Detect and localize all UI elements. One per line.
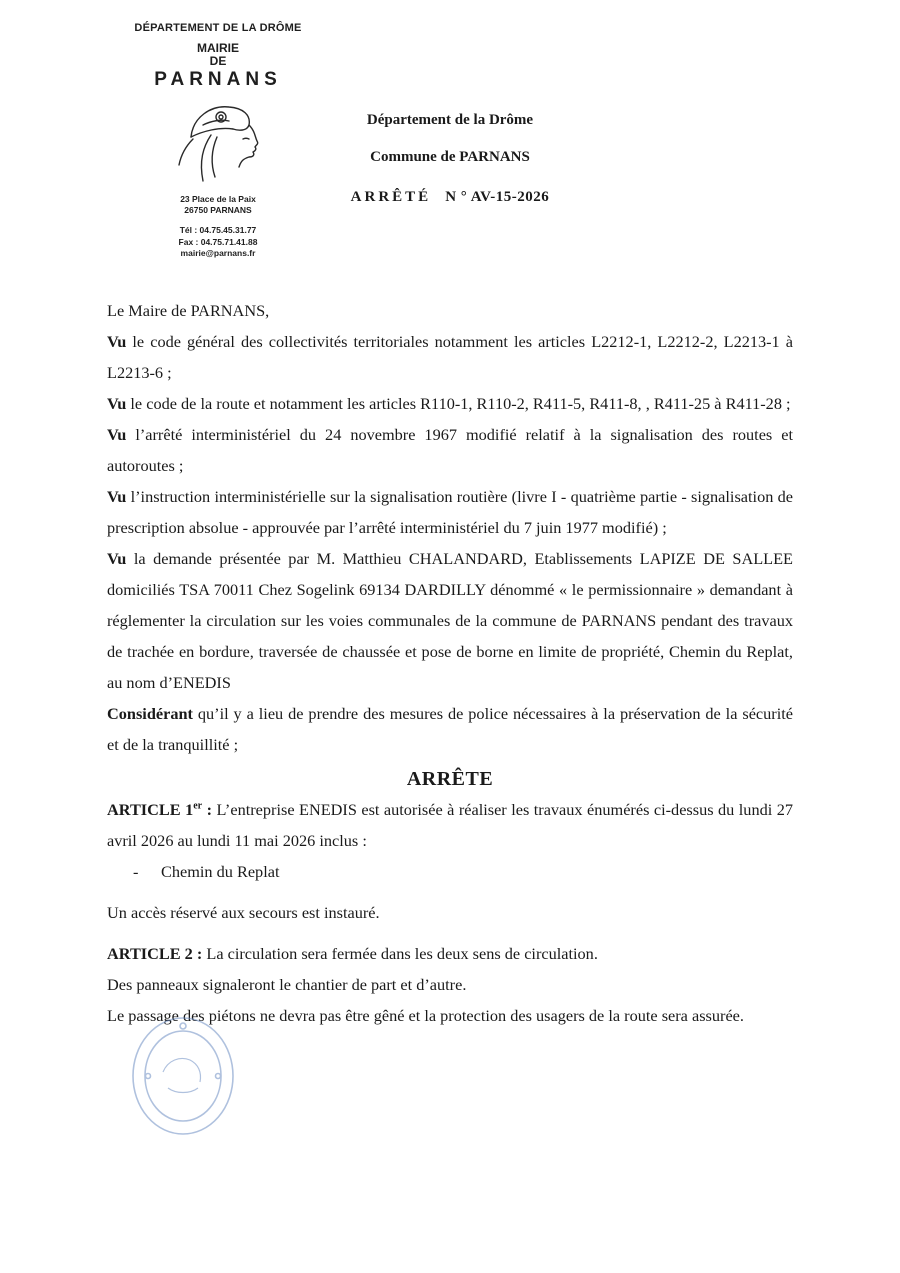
emergency-access: Un accès réservé aux secours est instauré. [107, 903, 380, 922]
official-stamp-icon [128, 1012, 238, 1140]
vu-label: Vu [107, 394, 127, 413]
phone-number: Tél : 04.75.45.31.77 [179, 225, 257, 235]
article-1 [107, 794, 793, 856]
decree-number-line [320, 189, 580, 206]
signs-line: Des panneaux signaleront le chantier de part et d’autre. [107, 975, 467, 994]
fax-number: Fax : 04.75.71.41.88 [178, 236, 258, 247]
header-department: Département de la Drôme [366, 112, 534, 128]
letterhead-address [118, 194, 318, 216]
list-dash: - [133, 862, 139, 881]
spacer [107, 887, 793, 897]
article-2 [107, 938, 793, 969]
considerant-label: Considérant [107, 704, 193, 723]
vu-text: l’arrêté interministériel du 24 novembre 1967 modifié relatif à la signalisation des routes et autoroutes ; [107, 425, 793, 475]
letterhead-mairie: MAIRIE [197, 41, 239, 55]
vu-text: le code général des collectivités territoriales notamment les articles L2212-1, L2212-2, L2213-1 à L2213-6 ; [107, 332, 793, 382]
article-1-label-text: ARTICLE 1 [107, 800, 194, 819]
article-1-sup: er [193, 800, 203, 812]
article-1-colon: : [202, 800, 213, 819]
vu-paragraph-4 [107, 481, 793, 543]
marianne-logo-icon [163, 95, 273, 190]
considerant-paragraph [107, 698, 793, 760]
decree-body [107, 295, 793, 1031]
considerant-text: qu’il y a lieu de prendre des mesures de police nécessaires à la préservation de la sécurité et de la tranquillité ; [107, 704, 793, 754]
article-1-label [107, 800, 212, 819]
vu-label: Vu [107, 549, 127, 568]
pedestrians-line: Le passage des piétons ne devra pas être gêné et la protection des usagers de la route sera assurée. [107, 1006, 744, 1025]
letterhead-town: PARNANS [154, 69, 282, 90]
vu-text: l’instruction interministérielle sur la signalisation routière (livre I - quatrième partie - signalisation de prescription absolue - approuvée par l’arrêté interministériel du 7 juin 1977 modifié) ; [107, 487, 793, 537]
list-item [107, 856, 793, 887]
article-2-label: ARTICLE 2 : [107, 944, 203, 963]
intro-line: Le Maire de PARNANS, [107, 301, 270, 320]
letterhead [118, 22, 318, 260]
arrete-title: ARRÊTE [406, 768, 494, 790]
letterhead-contact [118, 225, 318, 260]
vu-label: Vu [107, 332, 127, 351]
letterhead-de: DE [209, 54, 227, 68]
header-commune: Commune de PARNANS [370, 149, 530, 165]
article-1-text: L’entreprise ENEDIS est autorisée à réaliser les travaux énumérés ci-dessus du lundi 27 avril 2026 au lundi 11 mai 2026 inclus : [107, 800, 793, 850]
article-2-text: La circulation sera fermée dans les deux sens de circulation. [202, 944, 598, 963]
vu-label: Vu [107, 425, 127, 444]
vu-text: la demande présentée par M. Matthieu CHALANDARD, Etablissements LAPIZE DE SALLEE domiciliés TSA 70011 Chez Sogelink 69134 DARDILLY dénommé « le permissionnaire » demandant à réglementer la circulation sur les voies communales de la commune de PARNANS pendant des travaux de trachée en bordure, traversée de chaussée et pose de borne en limite de propriété, Chemin du Replat, au nom d’ENEDIS [107, 549, 793, 692]
vu-paragraph-5 [107, 543, 793, 698]
vu-paragraph-3 [107, 419, 793, 481]
vu-label: Vu [107, 487, 127, 506]
spacer [107, 928, 793, 938]
address-line-2: 26750 PARNANS [184, 205, 252, 215]
email-address: mairie@parnans.fr [180, 248, 256, 258]
vu-paragraph-1 [107, 326, 793, 388]
decree-label: ARRÊTÉ [350, 189, 432, 205]
vu-paragraph-2 [107, 388, 793, 419]
list-item-text: Chemin du Replat [161, 862, 280, 881]
vu-text: le code de la route et notamment les articles R110-1, R110-2, R411-5, R411-8, , R411-25 à R411-28 ; [126, 394, 791, 413]
address-line-1: 23 Place de la Paix [180, 194, 256, 204]
decree-number: N ° AV-15-2026 [445, 189, 550, 205]
letterhead-department: DÉPARTEMENT DE LA DRÔME [134, 22, 302, 34]
